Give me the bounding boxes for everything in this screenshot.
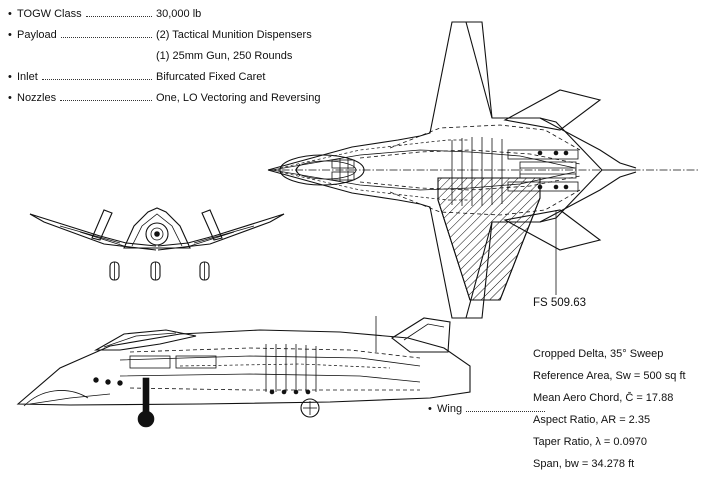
- wing-param-planform: Cropped Delta, 35° Sweep: [533, 348, 664, 360]
- side-main-landing-gear: [138, 378, 154, 427]
- spec-label: TOGW Class: [17, 8, 82, 20]
- front-left-tail: [92, 210, 112, 240]
- plan-left-vertical-tail: [505, 90, 600, 130]
- plan-tailboom-upper: [540, 118, 636, 168]
- side-nose-equipment: [94, 356, 216, 385]
- front-wing-detail-left: [60, 226, 124, 246]
- plan-spine-upper: [272, 150, 575, 170]
- side-fuselage-outline: [18, 330, 470, 405]
- wing-param-taper-ratio: Taper Ratio, λ = 0.0970: [533, 436, 648, 448]
- wing-param-span: Span, bw = 34.278 ft: [533, 458, 635, 470]
- spec-label: Payload: [17, 29, 57, 42]
- plan-outline-upper: [268, 22, 602, 170]
- fuselage-station-label: FS 509.63: [533, 297, 587, 309]
- plan-tailboom-lower: [540, 172, 636, 222]
- wing-parameter-lines: [533, 348, 720, 480]
- spec-label: Nozzles: [17, 92, 57, 105]
- wing-param-mac: Mean Aero Chord, C̄ = 17.88: [533, 392, 674, 404]
- plan-view: [268, 22, 700, 318]
- wing-param-aspect-ratio: Aspect Ratio, AR = 2.35: [533, 414, 651, 426]
- side-wing-chord-lower: [120, 374, 420, 382]
- bullet-icon: •: [8, 8, 12, 20]
- spec-value: Bifurcated Fixed Caret: [156, 71, 266, 84]
- side-frame-stations: [266, 344, 316, 394]
- spec-value: (2) Tactical Munition Dispensers: [156, 29, 312, 42]
- front-view: [30, 208, 284, 280]
- bullet-icon: •: [8, 29, 12, 42]
- side-lower-contour: [30, 394, 110, 404]
- plan-te-notch-upper: [452, 22, 492, 118]
- spec-value-sub: (1) 25mm Gun, 250 Rounds: [156, 50, 293, 63]
- side-internal-line-3: [180, 364, 390, 368]
- front-inlet-center: [155, 232, 160, 237]
- side-nose-wheel: [301, 399, 319, 417]
- bullet-icon: •: [8, 71, 12, 84]
- front-right-tail: [202, 210, 222, 240]
- weapons-bay-hatched-area: [438, 178, 540, 300]
- plan-outline-lower: [268, 170, 602, 318]
- front-wing-detail-right: [190, 226, 254, 246]
- spec-value: 30,000 lb: [156, 8, 202, 20]
- front-wing-right: [158, 214, 284, 246]
- spec-label: Inlet: [17, 71, 38, 84]
- bullet-icon: •: [8, 92, 12, 105]
- side-internal-line-2: [130, 388, 420, 390]
- bullet-icon: •: [428, 403, 432, 415]
- wing-bullet-row: [428, 403, 548, 415]
- front-wing-left: [30, 214, 156, 246]
- wing-label: Wing: [437, 403, 463, 415]
- spec-value: One, LO Vectoring and Reversing: [156, 92, 321, 105]
- front-fuselage-inner: [132, 214, 182, 246]
- side-view: [18, 316, 470, 427]
- front-landing-gear-stores: [110, 262, 209, 280]
- wing-param-reference-area: Reference Area, Sw = 500 sq ft: [533, 370, 686, 382]
